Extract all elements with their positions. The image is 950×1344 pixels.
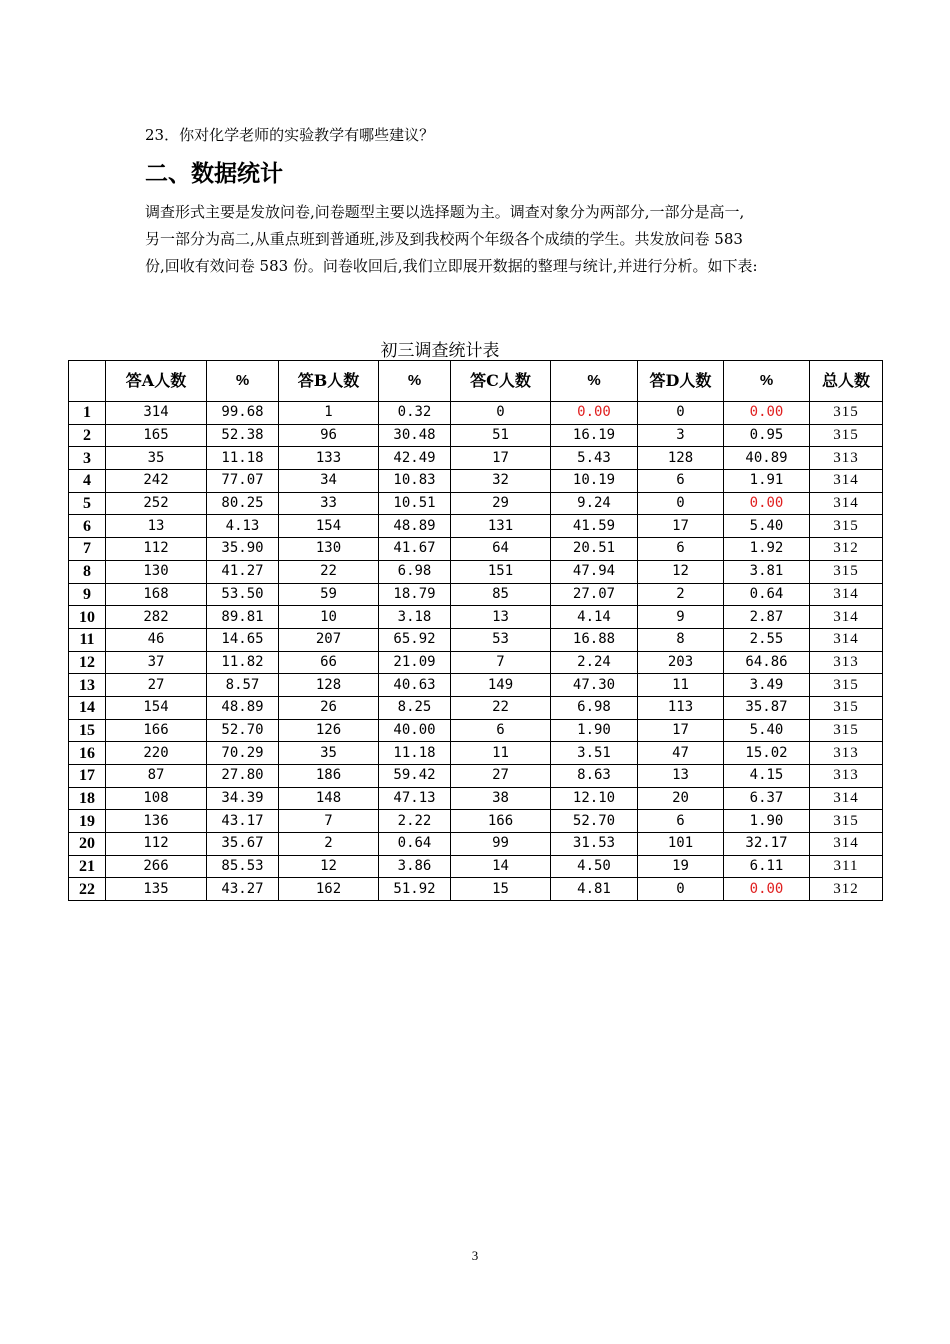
cell-d-percent: 15.02 <box>724 742 810 765</box>
cell-d-percent: 4.15 <box>724 765 810 788</box>
cell-c-count: 29 <box>451 492 551 515</box>
table-row <box>69 606 883 629</box>
header-cell-b-percent: % <box>379 361 451 402</box>
cell-b-percent: 41.67 <box>379 538 451 561</box>
cell-d-percent: 5.40 <box>724 515 810 538</box>
cell-a-count: 220 <box>106 742 207 765</box>
cell-c-count: 6 <box>451 719 551 742</box>
cell-a-count: 242 <box>106 470 207 493</box>
cell-c-count: 13 <box>451 606 551 629</box>
cell-total: 313 <box>810 742 883 765</box>
table-row <box>69 878 883 901</box>
cell-b-count: 66 <box>279 651 379 674</box>
cell-c-count: 151 <box>451 560 551 583</box>
cell-c-count: 131 <box>451 515 551 538</box>
cell-c-count: 32 <box>451 470 551 493</box>
cell-b-percent: 0.32 <box>379 402 451 425</box>
cell-b-percent: 3.86 <box>379 855 451 878</box>
cell-b-percent: 21.09 <box>379 651 451 674</box>
header-cell-c-count: 答C人数 <box>451 361 551 402</box>
cell-b-percent: 59.42 <box>379 765 451 788</box>
cell-a-percent: 70.29 <box>207 742 279 765</box>
cell-d-percent: 1.90 <box>724 810 810 833</box>
cell-c-percent: 4.14 <box>551 606 638 629</box>
cell-a-count: 130 <box>106 560 207 583</box>
cell-a-percent: 85.53 <box>207 855 279 878</box>
cell-b-count: 133 <box>279 447 379 470</box>
cell-total: 314 <box>810 628 883 651</box>
cell-c-percent: 9.24 <box>551 492 638 515</box>
cell-c-count: 17 <box>451 447 551 470</box>
cell-d-percent: 40.89 <box>724 447 810 470</box>
cell-a-count: 112 <box>106 833 207 856</box>
cell-row-index: 18 <box>69 787 106 810</box>
header-cell-index <box>69 361 106 402</box>
cell-c-count: 99 <box>451 833 551 856</box>
cell-d-count: 0 <box>638 492 724 515</box>
cell-d-percent: 1.91 <box>724 470 810 493</box>
cell-a-percent: 52.38 <box>207 424 279 447</box>
cell-c-percent: 41.59 <box>551 515 638 538</box>
cell-a-count: 135 <box>106 878 207 901</box>
cell-c-count: 11 <box>451 742 551 765</box>
cell-d-count: 0 <box>638 878 724 901</box>
cell-d-percent: 32.17 <box>724 833 810 856</box>
cell-total: 314 <box>810 787 883 810</box>
cell-a-percent: 43.27 <box>207 878 279 901</box>
cell-b-percent: 51.92 <box>379 878 451 901</box>
cell-total: 315 <box>810 719 883 742</box>
cell-a-percent: 89.81 <box>207 606 279 629</box>
intro-paragraph <box>145 199 825 280</box>
cell-d-percent: 0.95 <box>724 424 810 447</box>
table-row <box>69 515 883 538</box>
table-row <box>69 628 883 651</box>
cell-total: 315 <box>810 515 883 538</box>
cell-d-percent: 0.00 <box>724 402 810 425</box>
cell-row-index: 4 <box>69 470 106 493</box>
cell-c-percent: 1.90 <box>551 719 638 742</box>
cell-d-percent: 5.40 <box>724 719 810 742</box>
cell-total: 312 <box>810 878 883 901</box>
cell-total: 315 <box>810 810 883 833</box>
cell-a-count: 108 <box>106 787 207 810</box>
cell-b-percent: 40.63 <box>379 674 451 697</box>
cell-b-percent: 10.83 <box>379 470 451 493</box>
cell-c-percent: 3.51 <box>551 742 638 765</box>
cell-d-count: 6 <box>638 538 724 561</box>
cell-b-count: 162 <box>279 878 379 901</box>
cell-a-percent: 53.50 <box>207 583 279 606</box>
cell-row-index: 19 <box>69 810 106 833</box>
cell-b-count: 207 <box>279 628 379 651</box>
cell-d-count: 3 <box>638 424 724 447</box>
table-row <box>69 833 883 856</box>
table-row <box>69 560 883 583</box>
cell-b-percent: 40.00 <box>379 719 451 742</box>
cell-d-count: 6 <box>638 810 724 833</box>
cell-b-percent: 48.89 <box>379 515 451 538</box>
cell-c-percent: 52.70 <box>551 810 638 833</box>
cell-a-percent: 14.65 <box>207 628 279 651</box>
cell-row-index: 17 <box>69 765 106 788</box>
header-cell-a-percent: % <box>207 361 279 402</box>
cell-a-percent: 4.13 <box>207 515 279 538</box>
table-body <box>69 402 883 901</box>
table-row <box>69 447 883 470</box>
table-caption: 初三调查统计表 <box>380 341 500 361</box>
cell-a-percent: 43.17 <box>207 810 279 833</box>
cell-a-count: 35 <box>106 447 207 470</box>
cell-c-count: 38 <box>451 787 551 810</box>
paragraph-line: 另一部分为高二,从重点班到普通班,涉及到我校两个年级各个成绩的学生。共发放问卷 583 <box>145 230 743 248</box>
cell-c-percent: 16.88 <box>551 628 638 651</box>
cell-b-count: 154 <box>279 515 379 538</box>
cell-d-count: 203 <box>638 651 724 674</box>
cell-d-count: 20 <box>638 787 724 810</box>
cell-d-percent: 3.49 <box>724 674 810 697</box>
cell-a-percent: 80.25 <box>207 492 279 515</box>
cell-d-percent: 3.81 <box>724 560 810 583</box>
paragraph-line: 调查形式主要是发放问卷,问卷题型主要以选择题为主。调查对象分为两部分,一部分是高一, <box>145 203 745 221</box>
cell-row-index: 12 <box>69 651 106 674</box>
cell-a-count: 266 <box>106 855 207 878</box>
table-header-row <box>69 361 883 402</box>
cell-a-count: 27 <box>106 674 207 697</box>
cell-a-count: 46 <box>106 628 207 651</box>
cell-b-count: 22 <box>279 560 379 583</box>
cell-c-count: 166 <box>451 810 551 833</box>
cell-b-count: 2 <box>279 833 379 856</box>
cell-c-count: 22 <box>451 696 551 719</box>
cell-total: 315 <box>810 674 883 697</box>
cell-d-count: 113 <box>638 696 724 719</box>
cell-d-percent: 6.37 <box>724 787 810 810</box>
cell-a-percent: 8.57 <box>207 674 279 697</box>
page-number: 3 <box>471 1248 479 1263</box>
cell-row-index: 6 <box>69 515 106 538</box>
cell-c-percent: 47.30 <box>551 674 638 697</box>
cell-d-percent: 0.00 <box>724 878 810 901</box>
cell-b-count: 186 <box>279 765 379 788</box>
question-23: 23．你对化学老师的实验教学有哪些建议？ <box>145 126 435 144</box>
cell-row-index: 10 <box>69 606 106 629</box>
cell-b-percent: 0.64 <box>379 833 451 856</box>
cell-b-percent: 65.92 <box>379 628 451 651</box>
cell-d-count: 2 <box>638 583 724 606</box>
cell-b-percent: 6.98 <box>379 560 451 583</box>
cell-c-percent: 4.81 <box>551 878 638 901</box>
table-row <box>69 742 883 765</box>
cell-a-percent: 52.70 <box>207 719 279 742</box>
cell-a-count: 166 <box>106 719 207 742</box>
header-cell-d-percent: % <box>724 361 810 402</box>
cell-b-count: 35 <box>279 742 379 765</box>
cell-c-percent: 16.19 <box>551 424 638 447</box>
cell-d-percent: 35.87 <box>724 696 810 719</box>
cell-c-percent: 8.63 <box>551 765 638 788</box>
cell-a-count: 37 <box>106 651 207 674</box>
cell-d-percent: 64.86 <box>724 651 810 674</box>
cell-a-percent: 99.68 <box>207 402 279 425</box>
cell-a-percent: 77.07 <box>207 470 279 493</box>
cell-row-index: 5 <box>69 492 106 515</box>
cell-total: 315 <box>810 696 883 719</box>
table-row <box>69 696 883 719</box>
cell-d-count: 128 <box>638 447 724 470</box>
cell-a-count: 154 <box>106 696 207 719</box>
cell-b-percent: 2.22 <box>379 810 451 833</box>
cell-d-count: 11 <box>638 674 724 697</box>
cell-c-count: 64 <box>451 538 551 561</box>
cell-a-percent: 11.82 <box>207 651 279 674</box>
cell-d-percent: 0.00 <box>724 492 810 515</box>
cell-a-count: 282 <box>106 606 207 629</box>
cell-c-count: 85 <box>451 583 551 606</box>
cell-row-index: 21 <box>69 855 106 878</box>
cell-d-percent: 2.87 <box>724 606 810 629</box>
cell-total: 315 <box>810 424 883 447</box>
cell-a-percent: 35.67 <box>207 833 279 856</box>
header-cell-d-count: 答D人数 <box>638 361 724 402</box>
table-row <box>69 538 883 561</box>
cell-d-count: 101 <box>638 833 724 856</box>
cell-c-percent: 4.50 <box>551 855 638 878</box>
cell-c-percent: 2.24 <box>551 651 638 674</box>
cell-row-index: 16 <box>69 742 106 765</box>
cell-b-percent: 11.18 <box>379 742 451 765</box>
cell-row-index: 7 <box>69 538 106 561</box>
cell-d-count: 47 <box>638 742 724 765</box>
cell-row-index: 3 <box>69 447 106 470</box>
table-row <box>69 855 883 878</box>
cell-row-index: 22 <box>69 878 106 901</box>
table-row <box>69 470 883 493</box>
cell-b-count: 148 <box>279 787 379 810</box>
cell-a-count: 165 <box>106 424 207 447</box>
cell-total: 315 <box>810 402 883 425</box>
cell-a-percent: 34.39 <box>207 787 279 810</box>
cell-b-count: 130 <box>279 538 379 561</box>
cell-c-percent: 27.07 <box>551 583 638 606</box>
cell-b-count: 96 <box>279 424 379 447</box>
cell-b-count: 128 <box>279 674 379 697</box>
cell-row-index: 13 <box>69 674 106 697</box>
table-row <box>69 719 883 742</box>
cell-d-percent: 1.92 <box>724 538 810 561</box>
cell-c-count: 15 <box>451 878 551 901</box>
cell-row-index: 8 <box>69 560 106 583</box>
header-cell-total: 总人数 <box>810 361 883 402</box>
table-row <box>69 810 883 833</box>
cell-row-index: 20 <box>69 833 106 856</box>
cell-d-count: 8 <box>638 628 724 651</box>
cell-total: 315 <box>810 560 883 583</box>
cell-b-count: 1 <box>279 402 379 425</box>
cell-b-count: 7 <box>279 810 379 833</box>
header-cell-c-percent: % <box>551 361 638 402</box>
paragraph-line: 份,回收有效问卷 583 份。问卷收回后,我们立即展开数据的整理与统计,并进行分析。如下表: <box>145 257 758 275</box>
cell-c-count: 51 <box>451 424 551 447</box>
table-row <box>69 492 883 515</box>
cell-c-count: 0 <box>451 402 551 425</box>
cell-d-percent: 2.55 <box>724 628 810 651</box>
cell-b-count: 10 <box>279 606 379 629</box>
table-row <box>69 765 883 788</box>
table-row <box>69 651 883 674</box>
cell-b-count: 12 <box>279 855 379 878</box>
cell-a-percent: 11.18 <box>207 447 279 470</box>
cell-total: 312 <box>810 538 883 561</box>
cell-d-count: 0 <box>638 402 724 425</box>
cell-total: 314 <box>810 470 883 493</box>
table-row <box>69 674 883 697</box>
header-cell-a-count: 答A人数 <box>106 361 207 402</box>
cell-d-count: 17 <box>638 719 724 742</box>
cell-a-count: 314 <box>106 402 207 425</box>
cell-d-count: 6 <box>638 470 724 493</box>
cell-b-count: 26 <box>279 696 379 719</box>
cell-total: 313 <box>810 447 883 470</box>
cell-total: 313 <box>810 651 883 674</box>
header-cell-b-count: 答B人数 <box>279 361 379 402</box>
cell-c-percent: 12.10 <box>551 787 638 810</box>
cell-row-index: 2 <box>69 424 106 447</box>
cell-d-count: 17 <box>638 515 724 538</box>
cell-a-count: 136 <box>106 810 207 833</box>
cell-c-count: 27 <box>451 765 551 788</box>
cell-d-percent: 6.11 <box>724 855 810 878</box>
cell-c-count: 149 <box>451 674 551 697</box>
cell-d-count: 13 <box>638 765 724 788</box>
cell-row-index: 15 <box>69 719 106 742</box>
cell-b-count: 59 <box>279 583 379 606</box>
cell-c-percent: 6.98 <box>551 696 638 719</box>
table-row <box>69 583 883 606</box>
cell-d-count: 12 <box>638 560 724 583</box>
cell-row-index: 1 <box>69 402 106 425</box>
cell-a-count: 252 <box>106 492 207 515</box>
cell-total: 311 <box>810 855 883 878</box>
cell-b-percent: 47.13 <box>379 787 451 810</box>
cell-a-percent: 41.27 <box>207 560 279 583</box>
table-row <box>69 787 883 810</box>
cell-c-percent: 31.53 <box>551 833 638 856</box>
cell-b-percent: 30.48 <box>379 424 451 447</box>
cell-a-percent: 48.89 <box>207 696 279 719</box>
cell-total: 314 <box>810 583 883 606</box>
section-heading: 二、数据统计 <box>145 161 283 187</box>
cell-d-count: 19 <box>638 855 724 878</box>
cell-b-percent: 3.18 <box>379 606 451 629</box>
cell-d-percent: 0.64 <box>724 583 810 606</box>
cell-c-count: 7 <box>451 651 551 674</box>
cell-a-count: 112 <box>106 538 207 561</box>
cell-a-percent: 27.80 <box>207 765 279 788</box>
cell-c-percent: 47.94 <box>551 560 638 583</box>
cell-a-percent: 35.90 <box>207 538 279 561</box>
cell-a-count: 13 <box>106 515 207 538</box>
cell-b-count: 126 <box>279 719 379 742</box>
cell-a-count: 168 <box>106 583 207 606</box>
cell-total: 314 <box>810 492 883 515</box>
cell-c-count: 53 <box>451 628 551 651</box>
cell-c-percent: 20.51 <box>551 538 638 561</box>
cell-c-percent: 0.00 <box>551 402 638 425</box>
cell-c-count: 14 <box>451 855 551 878</box>
cell-row-index: 9 <box>69 583 106 606</box>
cell-b-percent: 42.49 <box>379 447 451 470</box>
cell-a-count: 87 <box>106 765 207 788</box>
cell-total: 313 <box>810 765 883 788</box>
table-row <box>69 424 883 447</box>
cell-b-count: 33 <box>279 492 379 515</box>
cell-row-index: 11 <box>69 628 106 651</box>
cell-c-percent: 5.43 <box>551 447 638 470</box>
cell-total: 314 <box>810 606 883 629</box>
cell-row-index: 14 <box>69 696 106 719</box>
cell-b-percent: 18.79 <box>379 583 451 606</box>
cell-b-count: 34 <box>279 470 379 493</box>
survey-stats-table <box>68 360 883 901</box>
cell-total: 314 <box>810 833 883 856</box>
cell-d-count: 9 <box>638 606 724 629</box>
cell-b-percent: 10.51 <box>379 492 451 515</box>
cell-c-percent: 10.19 <box>551 470 638 493</box>
cell-b-percent: 8.25 <box>379 696 451 719</box>
table-row <box>69 402 883 425</box>
